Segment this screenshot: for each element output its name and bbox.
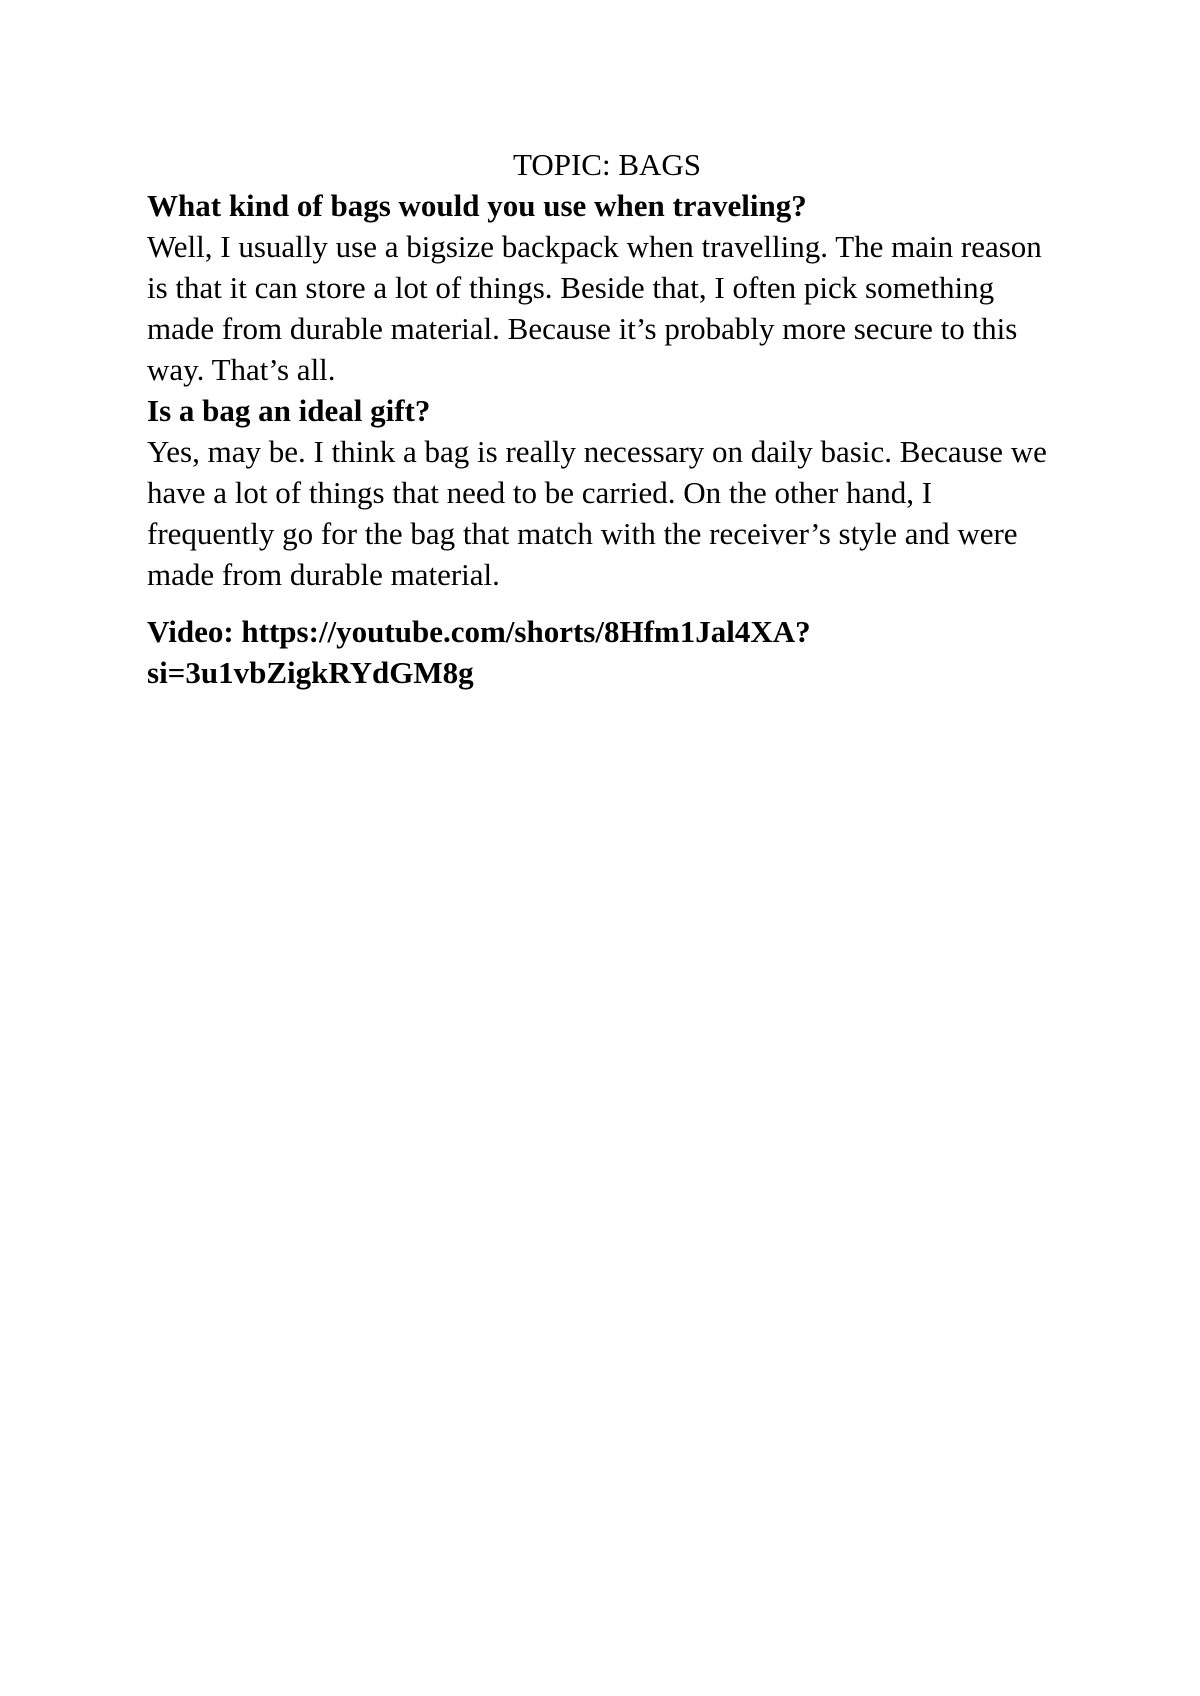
answer-2: Yes, may be. I think a bag is really necessary on daily basic. Because we have a lot of things that need to be carried. On the other hand, I frequently go for the bag that match with the receiver’s style and were made from durable material. [147,434,1047,592]
answer-1: Well, I usually use a bigsize backpack when travelling. The main reason is that it can store a lot of things. Beside that, I often pick something made from durable material. Because it’s probably more secure to this way. That’s all. [147,229,1042,387]
question-2: Is a bag an ideal gift? [147,393,431,428]
video-link-line-2[interactable]: si=3u1vbZigkRYdGM8g [147,655,474,690]
question-1: What kind of bags would you use when traveling? [147,188,807,223]
video-link[interactable] [147,611,1067,693]
document-title: TOPIC: BAGS [512,147,702,182]
document-body [147,144,1067,693]
video-link-line-1[interactable]: Video: https://youtube.com/shorts/8Hfm1Jal4XA? [147,614,811,649]
